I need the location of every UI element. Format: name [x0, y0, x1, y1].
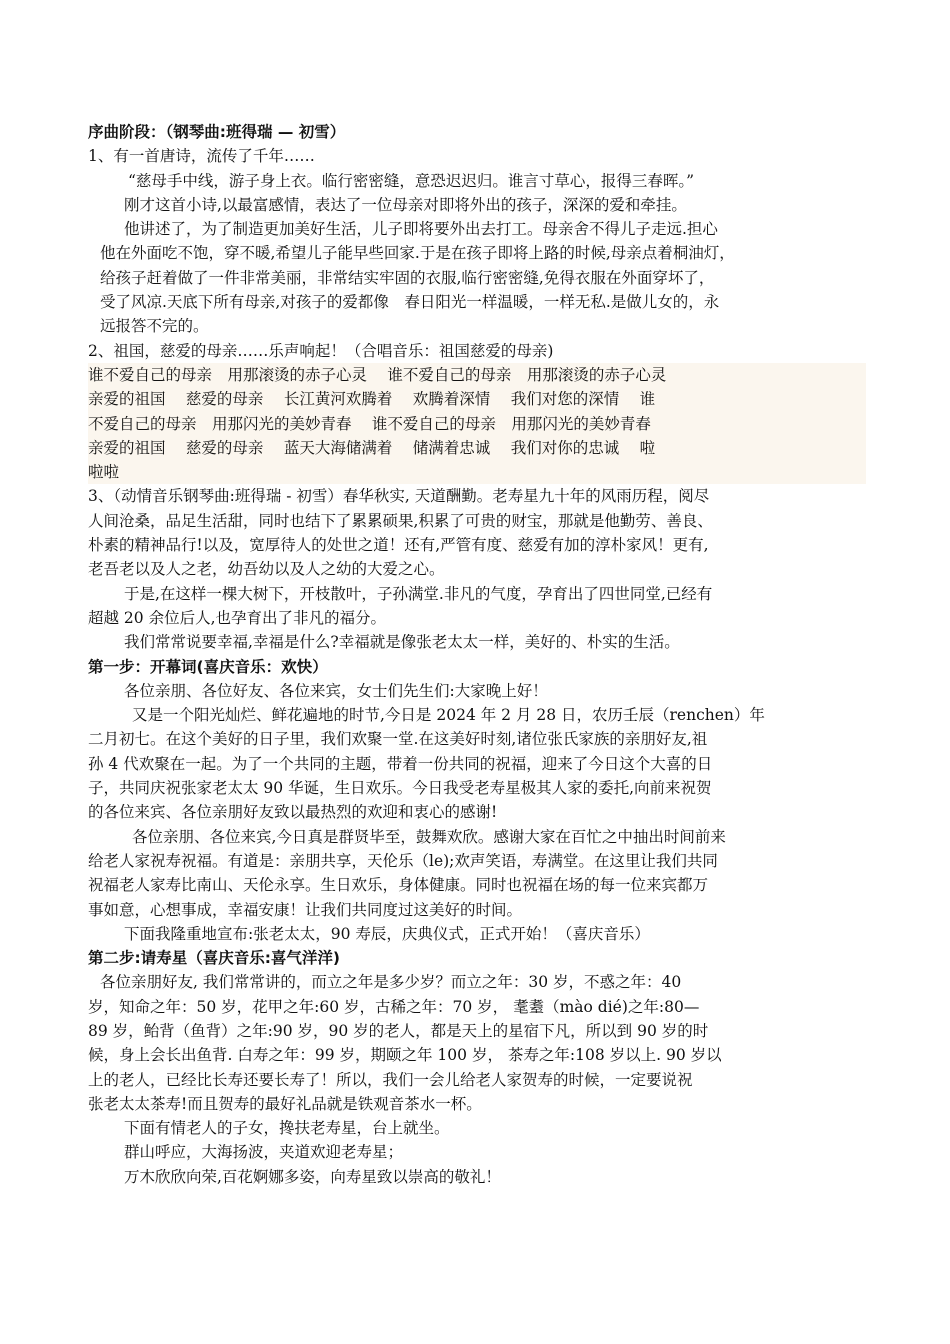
text-line: 朴素的精神品行!以及，宽厚待人的处世之道！还有,严管有度、慈爱有加的淳朴家风！更有,	[88, 536, 709, 555]
text-line: 祝福老人家寿比南山、天伦永享。生日欢乐，身体健康。同时也祝福在场的每一位来宾都万	[88, 876, 709, 895]
step1-heading: 第一步：开幕词(喜庆音乐：欢快）	[88, 657, 328, 676]
text-line: 孙 4 代欢聚在一起。为了一个共同的主题，带着一份共同的祝福，迎来了今日这个大喜的日	[88, 754, 713, 773]
step1-paragraph-1	[88, 703, 866, 824]
text-line: 事如意，心想事成，幸福安康！让我们共同度过这美好的时间。	[88, 900, 523, 919]
poem-quote: “慈母手中线，游子身上衣。临行密密缝，意恐迟迟归。谁言寸草心，报得三春晖。”	[128, 171, 695, 190]
text-line: 又是一个阳光灿烂、鲜花遍地的时节,今日是 2024 年 2 月 28 日，农历壬辰（renchen）年	[132, 706, 765, 725]
step1-announcement: 下面我隆重地宣布:张老太太，90 寿辰，庆典仪式，正式开始！（喜庆音乐）	[124, 924, 650, 943]
step2-paragraph	[88, 970, 866, 1116]
song-lyrics-block	[88, 363, 866, 484]
prelude-paragraph-3	[88, 582, 866, 631]
text-line: 各位亲朋好友, 我们常常讲的，而立之年是多少岁？而立之年：30 岁，不惑之年：40	[100, 973, 682, 992]
prelude-item-3	[88, 484, 866, 581]
step1-paragraph-2	[88, 825, 866, 922]
text-line: 老吾老以及人之老，幼吾幼以及人之幼的大爱之心。	[88, 560, 445, 579]
prelude-paragraph-4: 我们常常说要幸福,幸福是什么?幸福就是像张老太太一样，美好的、朴实的生活。	[124, 633, 680, 652]
lyrics-line: 不爱自己的母亲 用那闪光的美妙青春 谁不爱自己的母亲 用那闪光的美妙青春	[88, 414, 651, 433]
text-line: 岁，知命之年：50 岁，花甲之年:60 岁，古稀之年：70 岁， 耄耋（mào dié)之年:80—	[88, 997, 700, 1016]
step2-heading: 第二步:请寿星（喜庆音乐:喜气洋洋)	[88, 949, 340, 968]
text-line: 给孩子赶着做了一件非常美丽，非常结实牢固的衣服,临行密密缝,免得衣服在外面穿坏了，	[100, 268, 715, 287]
text-line: 他讲述了，为了制造更加美好生活，儿子即将要外出去打工。母亲舍不得儿子走远.担心	[124, 220, 718, 239]
prelude-heading: 序曲阶段：（钢琴曲:班得瑞 — 初雪）	[88, 123, 346, 141]
text-line: 二月初七。在这个美好的日子里，我们欢聚一堂.在这美好时刻,诸位张氏家族的亲朋好友,祖	[88, 730, 708, 749]
text-line: 于是,在这样一棵大树下，开枝散叶，子孙满堂.非凡的气度，孕育出了四世同堂,已经有	[124, 584, 713, 603]
text-line: 给老人家祝寿祝福。有道是：亲朋共享，天伦乐（le);欢声笑语，寿满堂。在这里让我们共同	[88, 851, 718, 870]
step2-cheer-1: 群山呼应，大海扬波，夹道欢迎老寿星；	[124, 1143, 404, 1162]
step2-escort: 下面有情老人的子女，搀扶老寿星，台上就坐。	[124, 1119, 450, 1138]
lyrics-line: 啦啦	[88, 463, 120, 482]
text-line: 远报答不完的。	[100, 317, 209, 336]
step1-greeting: 各位亲朋、各位好友、各位来宾，女士们先生们:大家晚上好！	[124, 681, 548, 700]
text-line: 人间沧桑，品足生活甜，同时也结下了累累硕果,积累了可贵的财宝，那就是他勤劳、善良、	[88, 511, 713, 530]
prelude-paragraph-2	[88, 217, 866, 338]
prelude-item-2: 2、祖国，慈爱的母亲……乐声响起！（合唱音乐：祖国慈爱的母亲)	[88, 341, 554, 360]
prelude-paragraph-1: 刚才这首小诗,以最富感情，表达了一位母亲对即将外出的孩子，深深的爱和牵挂。	[124, 195, 687, 214]
text-line: 89 岁，鲐背（鱼背）之年:90 岁，90 岁的老人，都是天上的星宿下凡，所以到 90 岁的时	[88, 1021, 709, 1040]
text-line: 张老太太茶寿!而且贺寿的最好礼品就是铁观音茶水一杯。	[88, 1094, 482, 1113]
lyrics-line: 谁不爱自己的母亲 用那滚烫的赤子心灵 谁不爱自己的母亲 用那滚烫的赤子心灵	[88, 365, 667, 384]
text-line: 的各位来宾、各位亲朋好友致以最热烈的欢迎和衷心的感谢!	[88, 803, 498, 822]
text-line: 3、（动情音乐钢琴曲:班得瑞 - 初雪）春华秋实, 天道酬勤。老寿星九十年的风雨历程，阅尽	[88, 487, 710, 506]
text-line: 候，身上会长出鱼背. 白寿之年：99 岁，期颐之年 100 岁， 茶寿之年:108 岁以上. 90 岁以	[88, 1046, 722, 1065]
lyrics-line: 亲爱的祖国 慈爱的母亲 蓝天大海储满着 储满着忠诚 我们对你的忠诚 啦	[88, 438, 656, 457]
text-line: 各位亲朋、各位来宾,今日真是群贤毕至，鼓舞欢欣。感谢大家在百忙之中抽出时间前来	[132, 827, 726, 846]
text-line: 子，共同庆祝张家老太太 90 华诞，生日欢乐。今日我受老寿星极其人家的委托,向前来祝贺	[88, 779, 712, 798]
prelude-item-1: 1、有一首唐诗，流传了千年……	[88, 147, 315, 166]
text-line: 超越 20 余位后人,也孕育出了非凡的福分。	[88, 608, 387, 627]
lyrics-line: 亲爱的祖国 慈爱的母亲 长江黄河欢腾着 欢腾着深情 我们对您的深情 谁	[88, 390, 656, 409]
text-line: 他在外面吃不饱，穿不暖,希望儿子能早些回家.于是在孩子即将上路的时候,母亲点着桐油灯，	[100, 244, 735, 263]
step2-cheer-2: 万木欣欣向荣,百花婀娜多姿，向寿星致以崇高的敬礼！	[124, 1167, 501, 1186]
text-line: 上的老人，已经比长寿还要长寿了！所以，我们一会儿给老人家贺寿的时候，一定要说祝	[88, 1070, 693, 1089]
document-page	[88, 120, 866, 1189]
text-line: 受了风凉.天底下所有母亲,对孩子的爱都像 春日阳光一样温暖，一样无私.是做儿女的，永	[100, 293, 720, 312]
